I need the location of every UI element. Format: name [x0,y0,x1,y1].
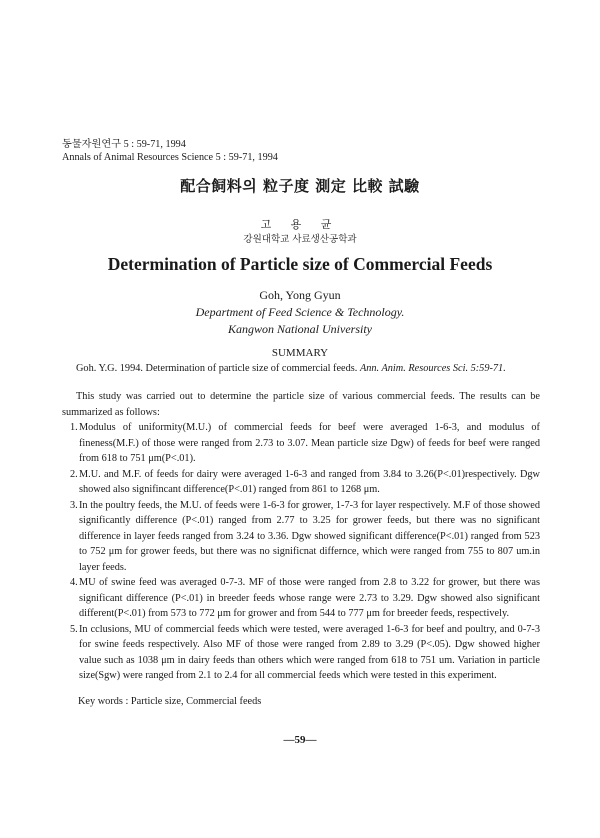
summary-heading: SUMMARY [271,347,329,359]
summary-item [62,420,540,467]
summary-item [62,498,540,576]
item-number: 4. [70,577,78,588]
citation-journal: Ann. Anim. Resources Sci. 5:59-71. [359,363,506,374]
item-text: Modulus of uniformity(M.U.) of commercial feeds for beef were averaged 1-6-3, and modulus of fineness(M.F.) of those were ranged from 2.73 to 3.07. Mean particle size Dgw) of feeds for beef were ranged from 618 to 751 μm(P<.01). [79,422,540,464]
department: Department of Feed Science & Technology. [195,305,405,319]
summary-intro: This study was carried out to determine the particle size of various commercial feeds. The results can be summarized as follows: [62,391,540,418]
item-number: 5. [70,623,78,635]
item-text: In the poultry feeds, the M.U. of feeds were 1-6-3 for grower, 1-7-3 for layer respectively. M.F of those showed significantly difference (P<.01) ranged from 2.77 to 3.25 for grower feeds, but there was no significant difference in layer feeds ranged from 3.24 to 3.36. Dgw showed significant difference(P<.01) ranged from 523 to 752 μm for grower feeds, but there was no significnat differnce, which were ranged from 755 to 807 um.in layer feeds. [79,499,540,573]
journal-citation-header [62,139,278,164]
citation-line [76,363,506,374]
university: Kangwon National University [228,322,372,336]
item-text: In cclusions, MU of commercial feeds which were tested, were averaged 1-6-3 for beef and poultry, and 0-7-3 for swine feeds respectively. Also MF of those were ranged from 2.89 to 3.29 (P<.05). Dgw showed higher value such as 1038 μm in dairy feeds than others which were ranged from 618 to 751 um. Variation in particle size(Sgw) were ranged from 2.1 to 2.4 for all commercial feeds which were tested in this experiment. [79,623,540,681]
summary-item [62,622,540,684]
item-number: 3. [70,499,78,511]
keywords: Key words : Particle size, Commercial feeds [78,696,262,707]
korean-author: 고 용 균 [260,218,340,231]
summary-list [62,420,540,684]
summary-item [62,467,540,498]
english-author: Goh, Yong Gyun [259,288,341,302]
summary-item [62,575,540,622]
english-title: Determination of Particle size of Commercial Feeds [107,254,493,274]
korean-affiliation: 강원대학교 사료생산공학과 [243,234,357,245]
item-number: 2. [70,468,78,480]
journal-korean: 동물자원연구 5 : 59-71, 1994 [62,139,186,150]
citation-text: Goh. Y.G. 1994. Determination of particle size of commercial feeds. [76,363,360,374]
item-text: M.U. and M.F. of feeds for dairy were averaged 1-6-3 and ranged from 3.84 to 3.26(P<.01)respectively. Dgw showed also signifincant difference(P<.01) ranged from 861 to 1268 μm. [79,468,540,495]
journal-english: Annals of Animal Resources Science 5 : 59-71, 1994 [62,151,278,163]
korean-title: 配合飼料의 粒子度 測定 比較 試驗 [180,177,420,195]
item-text: MU of swine feed was averaged 0-7-3. MF of those were ranged from 2.8 to 3.22 for grower, but there was significant difference (P<.01) in breeder feeds whose range were 2.73 to 3.29. Dgw showed also significant different(P<.01) from 573 to 772 μm for grower and from 544 to 777 μm for breeder feeds, respectively. [79,577,540,619]
page-number: —59— [283,734,317,746]
item-number: 1. [70,422,78,433]
